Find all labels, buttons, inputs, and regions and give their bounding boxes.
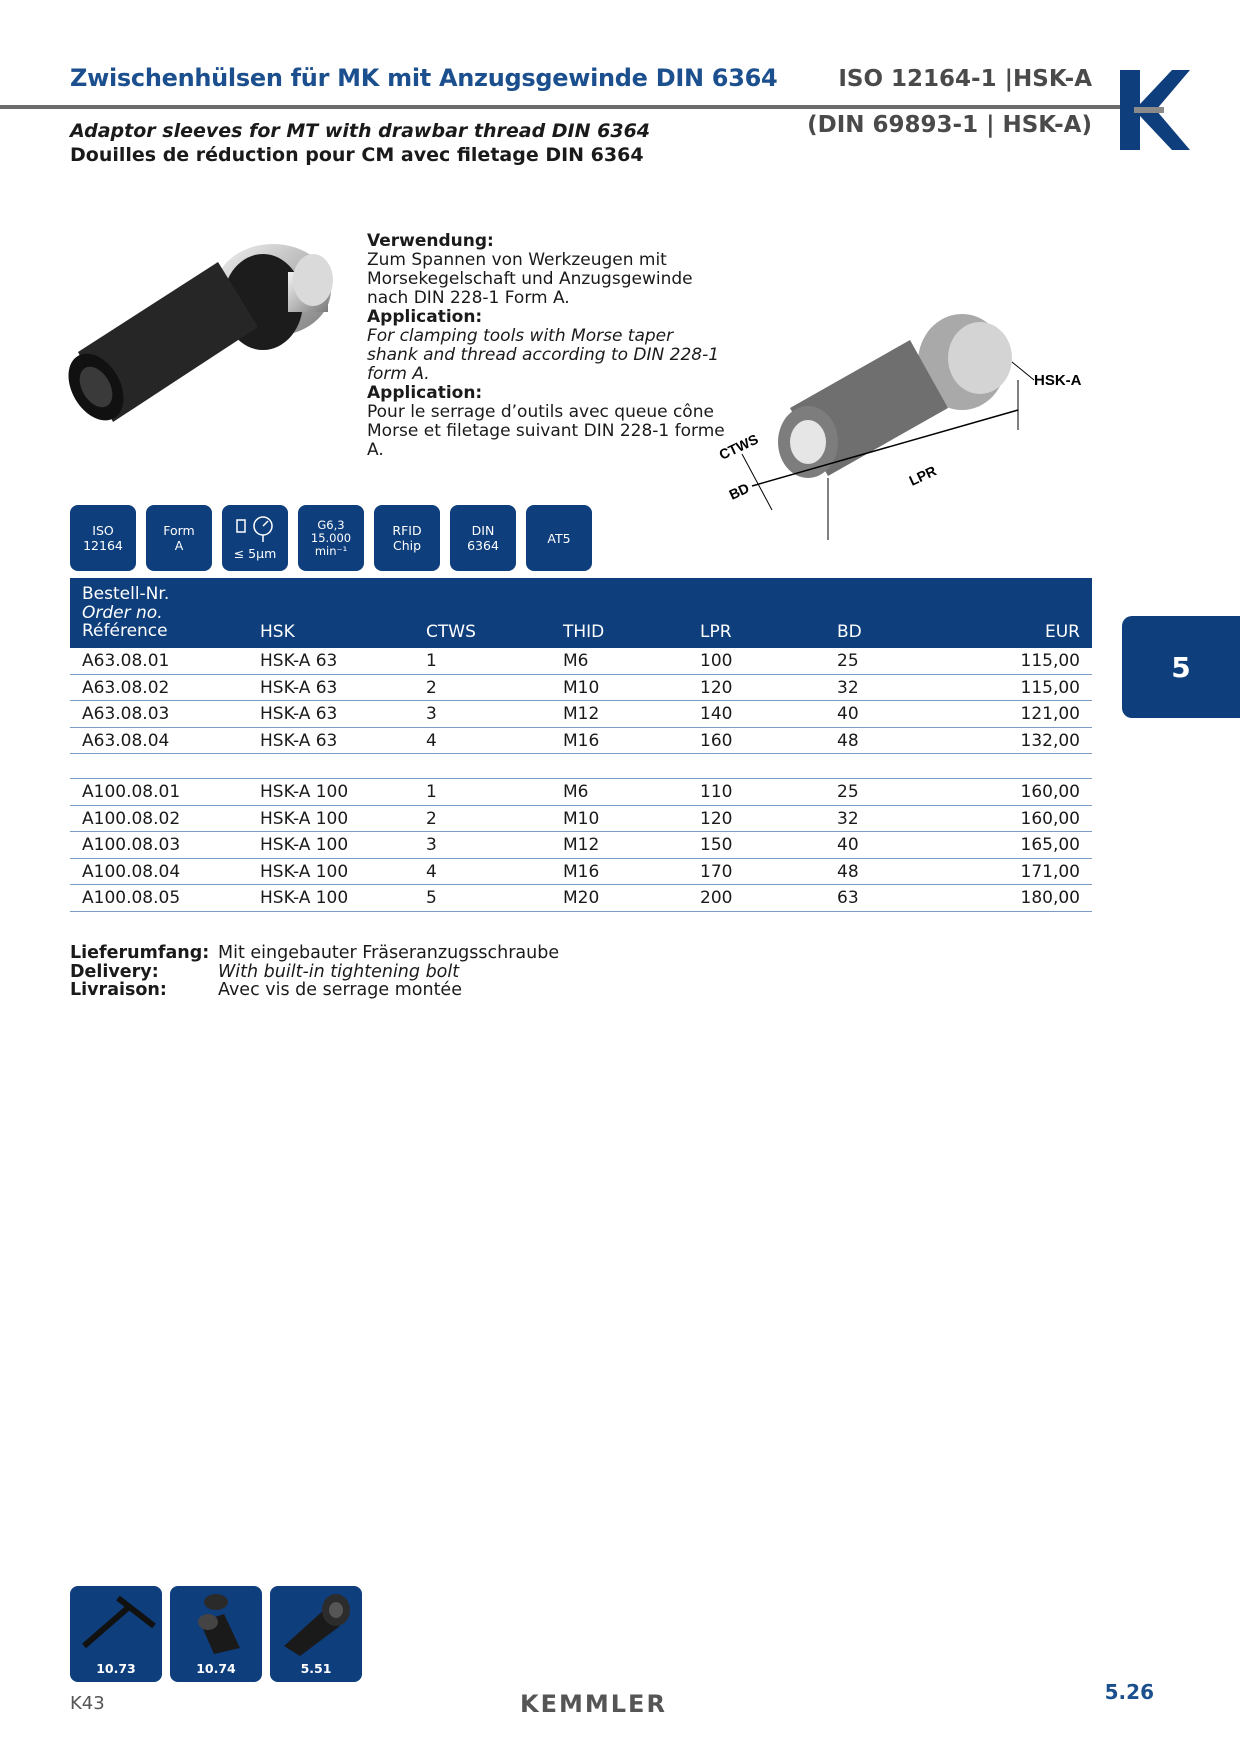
cell-ctws: 1 — [426, 651, 437, 671]
table-row[interactable] — [70, 648, 1092, 675]
cell-lpr: 160 — [700, 730, 733, 751]
cell-ctws: 4 — [426, 861, 437, 882]
cell-lpr: 150 — [700, 835, 733, 855]
hsk-header: HSK — [260, 622, 295, 642]
delivery-value-fr: Avec vis de serrage montée — [218, 980, 462, 1000]
cell-ctws: 2 — [426, 808, 437, 829]
delivery-label-fr: Livraison: — [70, 980, 167, 1000]
delivery-label-de: Lieferumfang: — [70, 943, 210, 963]
cell-hsk: HSK-A 100 — [260, 808, 349, 829]
table-row[interactable] — [70, 806, 1092, 833]
cell-no: A100.08.04 — [82, 861, 181, 882]
accessory-screw[interactable]: 10.74 — [170, 1586, 262, 1682]
cell-thid: M16 — [563, 861, 600, 882]
footer-brand: KEMMLER — [520, 1690, 667, 1718]
cell-thid: M20 — [563, 888, 600, 908]
table-group-hsk63 — [70, 648, 1092, 754]
cell-ctws: 1 — [426, 782, 437, 802]
cell-thid: M10 — [563, 677, 600, 698]
cell-eur: 132,00 — [1020, 730, 1080, 751]
table-header — [70, 578, 1092, 648]
table-group-hsk100 — [70, 779, 1092, 912]
hsk-label: HSK-A — [1034, 372, 1082, 389]
cell-hsk: HSK-A 63 — [260, 704, 338, 724]
cell-eur: 121,00 — [1020, 704, 1080, 724]
table-group-separator — [70, 754, 1092, 779]
cell-ctws: 3 — [426, 704, 437, 724]
runout-gauge-icon — [235, 516, 275, 546]
cell-bd: 48 — [837, 730, 859, 751]
cell-bd: 32 — [837, 677, 859, 698]
cell-lpr: 170 — [700, 861, 733, 882]
cell-lpr: 120 — [700, 808, 733, 829]
product-table — [70, 578, 1092, 912]
eur-header: EUR — [1045, 622, 1080, 642]
lpr-header: LPR — [700, 622, 732, 642]
cell-hsk: HSK-A 63 — [260, 730, 338, 751]
table-row[interactable] — [70, 885, 1092, 912]
brand-logo-icon — [1120, 70, 1190, 150]
cell-no: A100.08.01 — [82, 782, 181, 802]
cell-bd: 25 — [837, 651, 859, 671]
usage-heading-de: Verwendung: — [367, 231, 494, 251]
accessory-adaptor[interactable]: 5.51 — [270, 1586, 362, 1682]
table-row[interactable] — [70, 701, 1092, 728]
cell-lpr: 200 — [700, 888, 733, 908]
cell-thid: M10 — [563, 808, 600, 829]
cell-thid: M16 — [563, 730, 600, 751]
table-row[interactable] — [70, 728, 1092, 755]
t-wrench-icon — [70, 1586, 162, 1656]
cell-no: A100.08.02 — [82, 808, 181, 829]
accessory-wrench[interactable]: 10.73 — [70, 1586, 162, 1682]
cell-bd: 40 — [837, 704, 859, 724]
lpr-label: LPR — [906, 462, 939, 489]
subtitle-fr: Douilles de réduction pour CM avec filetage DIN 6364 — [70, 144, 644, 166]
cell-thid: M6 — [563, 651, 589, 671]
din-standard-label: (DIN 69893-1 | HSK-A) — [807, 112, 1092, 138]
cell-lpr: 120 — [700, 677, 733, 698]
cell-thid: M12 — [563, 704, 600, 724]
cell-bd: 40 — [837, 835, 859, 855]
cell-eur: 115,00 — [1020, 651, 1080, 671]
catalog-code: K43 — [70, 1693, 105, 1714]
cell-hsk: HSK-A 100 — [260, 835, 349, 855]
cell-no: A100.08.03 — [82, 835, 181, 855]
cell-thid: M6 — [563, 782, 589, 802]
cell-hsk: HSK-A 100 — [260, 782, 349, 802]
din-badge: DIN 6364 — [450, 505, 516, 571]
cell-no: A63.08.02 — [82, 677, 170, 698]
usage-text-en: For clamping tools with Morse taper shank and thread according to DIN 228-1 form A. — [367, 326, 720, 384]
cell-bd: 48 — [837, 861, 859, 882]
at5-badge: AT5 — [526, 505, 592, 571]
iso-badge: ISO 12164 — [70, 505, 136, 571]
cell-hsk: HSK-A 63 — [260, 651, 338, 671]
runout-badge: ≤ 5µm — [222, 505, 288, 571]
usage-text-fr: Pour le serrage d’outils avec queue cône Morse et filetage suivant DIN 228-1 forme A. — [367, 402, 725, 460]
thid-header: THID — [563, 622, 605, 642]
dimension-diagram — [712, 300, 1092, 550]
feature-badges — [70, 505, 592, 571]
usage-text-de: Zum Spannen von Werkzeugen mit Morsekegelschaft und Anzugsgewinde nach DIN 228-1 Form A. — [367, 250, 693, 308]
usage-heading-en: Application: — [367, 307, 483, 327]
cell-eur: 165,00 — [1020, 835, 1080, 855]
cell-no: A63.08.01 — [82, 651, 170, 671]
cell-bd: 32 — [837, 808, 859, 829]
description-block — [367, 232, 727, 460]
usage-heading-fr: Application: — [367, 383, 483, 403]
cell-no: A63.08.03 — [82, 704, 170, 724]
cell-no: A100.08.05 — [82, 888, 181, 908]
cell-ctws: 4 — [426, 730, 437, 751]
product-photo — [68, 232, 338, 444]
cell-lpr: 100 — [700, 651, 733, 671]
iso-standard-label: ISO 12164-1 |HSK-A — [838, 66, 1092, 92]
page-title: Zwischenhülsen für MK mit Anzugsgewinde DIN 6364 — [70, 64, 778, 92]
page-number: 5.26 — [1104, 1680, 1154, 1704]
cell-bd: 63 — [837, 888, 859, 908]
rfid-badge: RFID Chip — [374, 505, 440, 571]
cell-lpr: 110 — [700, 782, 733, 802]
delivery-label-en: Delivery: — [70, 961, 159, 982]
cell-thid: M12 — [563, 835, 600, 855]
cell-hsk: HSK-A 63 — [260, 677, 338, 698]
cell-eur: 180,00 — [1020, 888, 1080, 908]
ctws-label: CTWS — [716, 430, 761, 463]
cell-bd: 25 — [837, 782, 859, 802]
delivery-info — [70, 944, 670, 1004]
table-row[interactable] — [70, 859, 1092, 886]
cell-eur: 115,00 — [1020, 677, 1080, 698]
order-header: Bestell-Nr. Order no. Référence — [82, 584, 170, 641]
delivery-value-en: With built-in tightening bolt — [218, 961, 460, 982]
cell-ctws: 2 — [426, 677, 437, 698]
table-row[interactable] — [70, 832, 1092, 859]
header-rule — [0, 105, 1120, 109]
screw-icon — [170, 1586, 262, 1656]
adaptor-icon — [270, 1586, 362, 1656]
table-row[interactable] — [70, 779, 1092, 806]
cell-no: A63.08.04 — [82, 730, 170, 751]
bd-label: BD — [726, 479, 752, 503]
chapter-tab[interactable]: 5 — [1122, 616, 1240, 718]
table-row[interactable] — [70, 675, 1092, 702]
cell-ctws: 3 — [426, 835, 437, 855]
delivery-value-de: Mit eingebauter Fräseranzugsschraube — [218, 943, 560, 963]
cell-ctws: 5 — [426, 888, 437, 908]
cell-eur: 160,00 — [1020, 808, 1080, 829]
cell-hsk: HSK-A 100 — [260, 861, 349, 882]
cell-hsk: HSK-A 100 — [260, 888, 349, 908]
subtitle-en: Adaptor sleeves for MT with drawbar thread DIN 6364 — [70, 120, 651, 142]
cell-lpr: 140 — [700, 704, 733, 724]
cell-eur: 160,00 — [1020, 782, 1080, 802]
balance-badge: G6,3 15.000 min⁻¹ — [298, 505, 364, 571]
form-badge: Form A — [146, 505, 212, 571]
cell-eur: 171,00 — [1020, 861, 1080, 882]
ctws-header: CTWS — [426, 622, 476, 642]
bd-header: BD — [837, 622, 862, 642]
